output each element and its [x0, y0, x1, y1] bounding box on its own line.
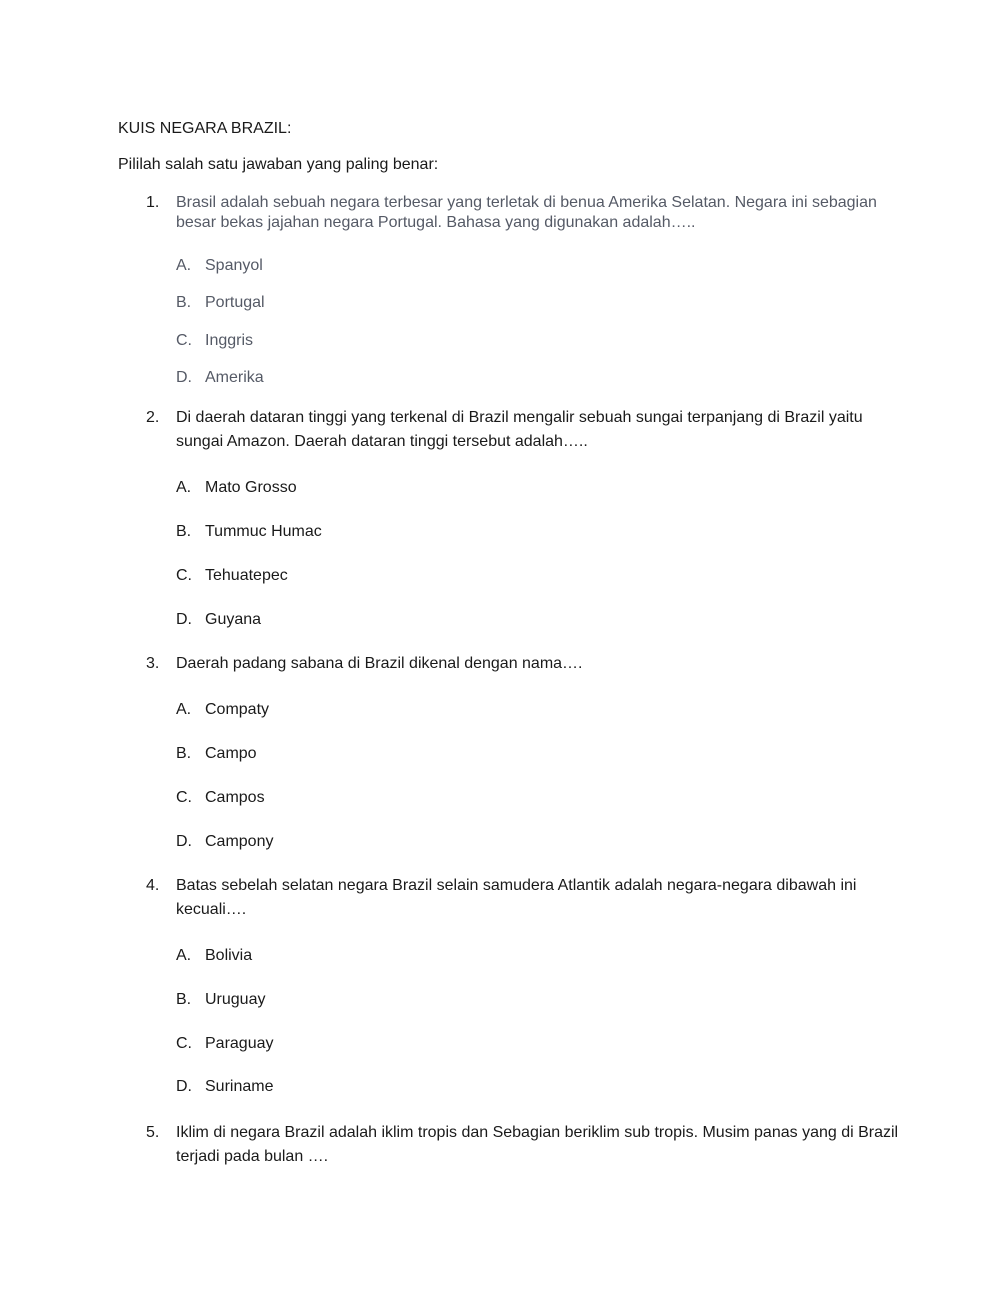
option-label: Uruguay — [205, 991, 266, 1008]
question-1-option-b[interactable] — [176, 294, 265, 312]
option-label: Inggris — [205, 332, 254, 349]
option-label: Tummuc Humac — [205, 523, 322, 540]
option-letter: A. — [176, 257, 192, 274]
option-letter: A. — [176, 701, 192, 718]
question-text: Batas sebelah selatan negara Brazil selain samudera Atlantik adalah negara-negara dibawah ini kecuali…. — [176, 877, 857, 918]
option-letter: B. — [176, 294, 192, 311]
question-text: Brasil adalah sebuah negara terbesar yang terletak di benua Amerika Selatan. Negara ini sebagian besar bekas jajahan negara Portugal. Bahasa yang digunakan adalah….. — [176, 194, 877, 231]
question-3-option-b[interactable] — [176, 745, 257, 763]
question-1 — [146, 193, 906, 233]
question-text: Iklim di negara Brazil adalah iklim tropis dan Sebagian beriklim sub tropis. Musim panas yang di Brazil terjadi pada bulan …. — [176, 1124, 899, 1165]
question-number: 3. — [146, 655, 160, 672]
option-label: Paraguay — [205, 1035, 274, 1052]
question-2-option-a[interactable] — [176, 479, 297, 497]
option-label: Spanyol — [205, 257, 263, 274]
option-letter: B. — [176, 523, 192, 540]
question-1-option-c[interactable] — [176, 332, 253, 350]
option-letter: D. — [176, 1078, 192, 1095]
option-label: Campony — [205, 833, 274, 850]
question-2-option-b[interactable] — [176, 523, 322, 541]
option-label: Portugal — [205, 294, 265, 311]
question-2-option-d[interactable] — [176, 611, 261, 629]
option-label: Campo — [205, 745, 257, 762]
option-label: Bolivia — [205, 947, 253, 964]
option-label: Tehuatepec — [205, 567, 288, 584]
question-3-option-a[interactable] — [176, 701, 269, 719]
question-number: 2. — [146, 409, 160, 426]
question-4 — [146, 874, 906, 922]
question-number: 4. — [146, 877, 160, 894]
question-1-option-a[interactable] — [176, 257, 263, 275]
question-text: Daerah padang sabana di Brazil dikenal dengan nama…. — [176, 655, 583, 672]
option-letter: D. — [176, 833, 192, 850]
option-letter: D. — [176, 369, 192, 386]
option-letter: B. — [176, 745, 192, 762]
option-label: Guyana — [205, 611, 262, 628]
question-number: 1. — [146, 194, 160, 211]
option-label: Compaty — [205, 701, 270, 718]
option-letter: B. — [176, 991, 192, 1008]
option-letter: C. — [176, 332, 192, 349]
instruction-text: Pililah salah satu jawaban yang paling benar: — [118, 156, 439, 173]
question-2-option-c[interactable] — [176, 567, 288, 585]
question-3-option-c[interactable] — [176, 789, 265, 807]
option-label: Mato Grosso — [205, 479, 297, 496]
question-4-option-c[interactable] — [176, 1035, 274, 1053]
option-letter: C. — [176, 567, 192, 584]
question-3 — [146, 652, 906, 676]
question-number: 5. — [146, 1124, 160, 1141]
option-letter: C. — [176, 789, 192, 806]
option-letter: D. — [176, 611, 192, 628]
page-title: KUIS NEGARA BRAZIL: — [118, 120, 292, 137]
question-4-option-a[interactable] — [176, 947, 252, 965]
question-4-option-d[interactable] — [176, 1078, 273, 1096]
question-1-option-d[interactable] — [176, 369, 264, 387]
option-label: Campos — [205, 789, 265, 806]
question-5 — [146, 1121, 906, 1169]
question-2 — [146, 406, 906, 454]
option-letter: A. — [176, 947, 192, 964]
option-letter: A. — [176, 479, 192, 496]
option-label: Amerika — [205, 369, 264, 386]
question-4-option-b[interactable] — [176, 991, 265, 1009]
option-letter: C. — [176, 1035, 192, 1052]
option-label: Suriname — [205, 1078, 274, 1095]
question-text: Di daerah dataran tinggi yang terkenal di Brazil mengalir sebuah sungai terpanjang di Brazil yaitu sungai Amazon. Daerah dataran tinggi tersebut adalah….. — [176, 409, 863, 450]
question-3-option-d[interactable] — [176, 833, 273, 851]
